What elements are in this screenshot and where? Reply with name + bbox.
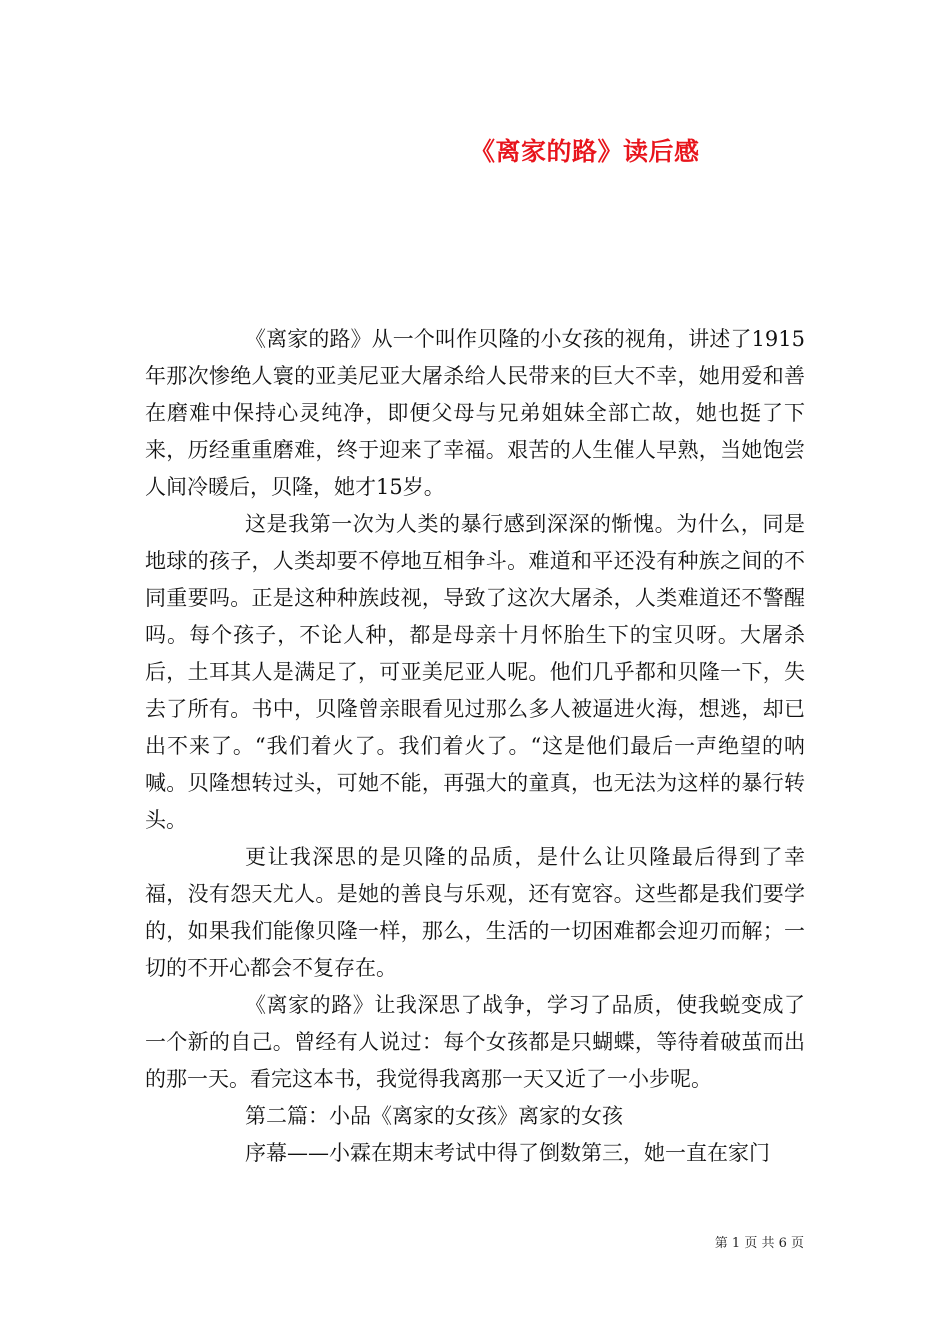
section-heading-2: 第二篇：小品《离家的女孩》离家的女孩 — [245, 1104, 623, 1128]
paragraph-2: 这是我第一次为人类的暴行感到深深的惭愧。为什么，同是地球的孩子，人类却要不停地互相争斗。难道和平还没有种族之间的不同重要吗。正是这种种族歧视，导致了这次大屠杀，人类难道还不警醒吗。每个孩子，不论人种，都是母亲十月怀胎生下的宝贝呀。大屠杀后，土耳其人是满足了，可亚美尼亚人呢。他们几乎都和贝隆一下，失去了所有。书中，贝隆曾亲眼看见过那么多人被逼进火海，想逃，却已出不来了。“我们着火了。我们着火了。“这是他们最后一声绝望的呐喊。贝隆想转过头，可她不能，再强大的童真，也无法为这样的暴行转头。 — [145, 512, 805, 832]
page-number-footer: 第 1 页 共 6 页 — [714, 1236, 804, 1251]
paragraph-4: 《离家的路》让我深思了战争，学习了品质，使我蜕变成了一个新的自己。曾经有人说过：每个女孩都是只蝴蝶，等待着破茧而出的那一天。看完这本书，我觉得我离那一天又近了一小步呢。 — [145, 993, 805, 1091]
paragraph-3: 更让我深思的是贝隆的品质，是什么让贝隆最后得到了幸福，没有怨天尤人。是她的善良与乐观，还有宽容。这些都是我们要学的，如果我们能像贝隆一样，那么，生活的一切困难都会迎刃而解；一切的不开心都会不复存在。 — [145, 845, 805, 980]
paragraph-1: 《离家的路》从一个叫作贝隆的小女孩的视角，讲述了1915年那次惨绝人寰的亚美尼亚大屠杀给人民带来的巨大不幸，她用爱和善在磨难中保持心灵纯净，即便父母与兄弟姐妹全部亡故，她也挺了下来，历经重重磨难，终于迎来了幸福。艰苦的人生催人早熟，当她饱尝人间冷暖后，贝隆，她才15岁。 — [145, 327, 805, 499]
document-title: 《离家的路》读后感 — [470, 137, 700, 166]
document-body — [145, 321, 805, 1172]
paragraph-5: 序幕——小霖在期末考试中得了倒数第三，她一直在家门 — [245, 1141, 770, 1165]
